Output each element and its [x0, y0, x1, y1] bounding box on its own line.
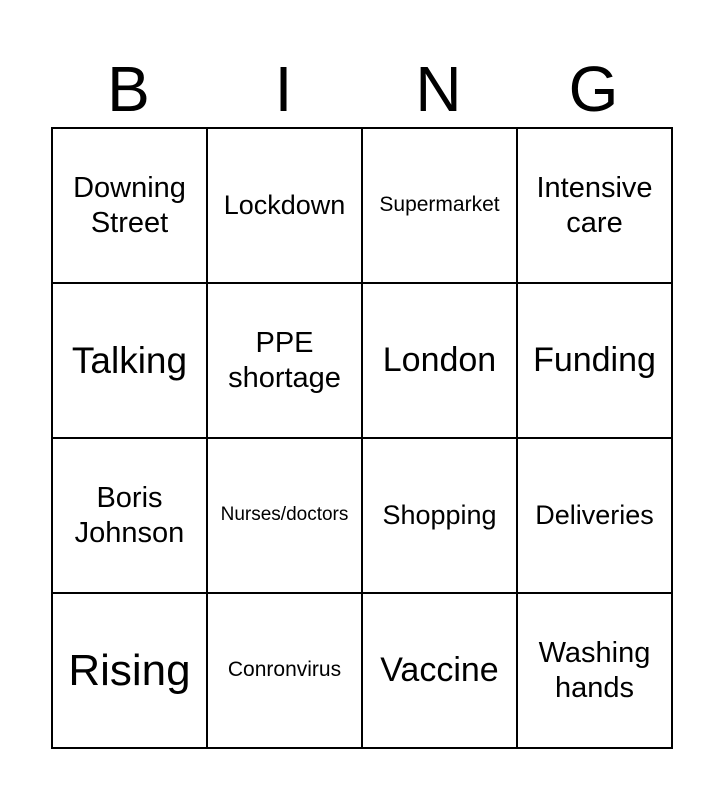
- bingo-cell[interactable]: Deliveries: [517, 438, 672, 593]
- bingo-header: [51, 50, 671, 128]
- bingo-cell[interactable]: London: [362, 283, 517, 438]
- header-letter-g: G: [568, 53, 619, 125]
- board-row: [52, 128, 672, 283]
- bingo-cell[interactable]: Washing hands: [517, 593, 672, 748]
- bingo-cell[interactable]: PPE shortage: [207, 283, 362, 438]
- bingo-cell[interactable]: Talking: [52, 283, 207, 438]
- bingo-cell[interactable]: Lockdown: [207, 128, 362, 283]
- header-letter-i: I: [274, 53, 293, 125]
- bingo-cell[interactable]: Shopping: [362, 438, 517, 593]
- board-row: [52, 438, 672, 593]
- board-row: [52, 283, 672, 438]
- bingo-cell[interactable]: Rising: [52, 593, 207, 748]
- bingo-cell[interactable]: Conronvirus: [207, 593, 362, 748]
- bingo-board: [51, 127, 673, 749]
- bingo-cell[interactable]: Intensive care: [517, 128, 672, 283]
- bingo-cell[interactable]: Boris Johnson: [52, 438, 207, 593]
- bingo-cell[interactable]: Downing Street: [52, 128, 207, 283]
- bingo-cell[interactable]: Funding: [517, 283, 672, 438]
- board-row: [52, 593, 672, 748]
- bingo-cell[interactable]: Vaccine: [362, 593, 517, 748]
- header-letter-b: B: [107, 53, 150, 125]
- header-letter-n: N: [415, 53, 462, 125]
- bingo-cell[interactable]: Supermarket: [362, 128, 517, 283]
- bingo-cell[interactable]: Nurses/doctors: [207, 438, 362, 593]
